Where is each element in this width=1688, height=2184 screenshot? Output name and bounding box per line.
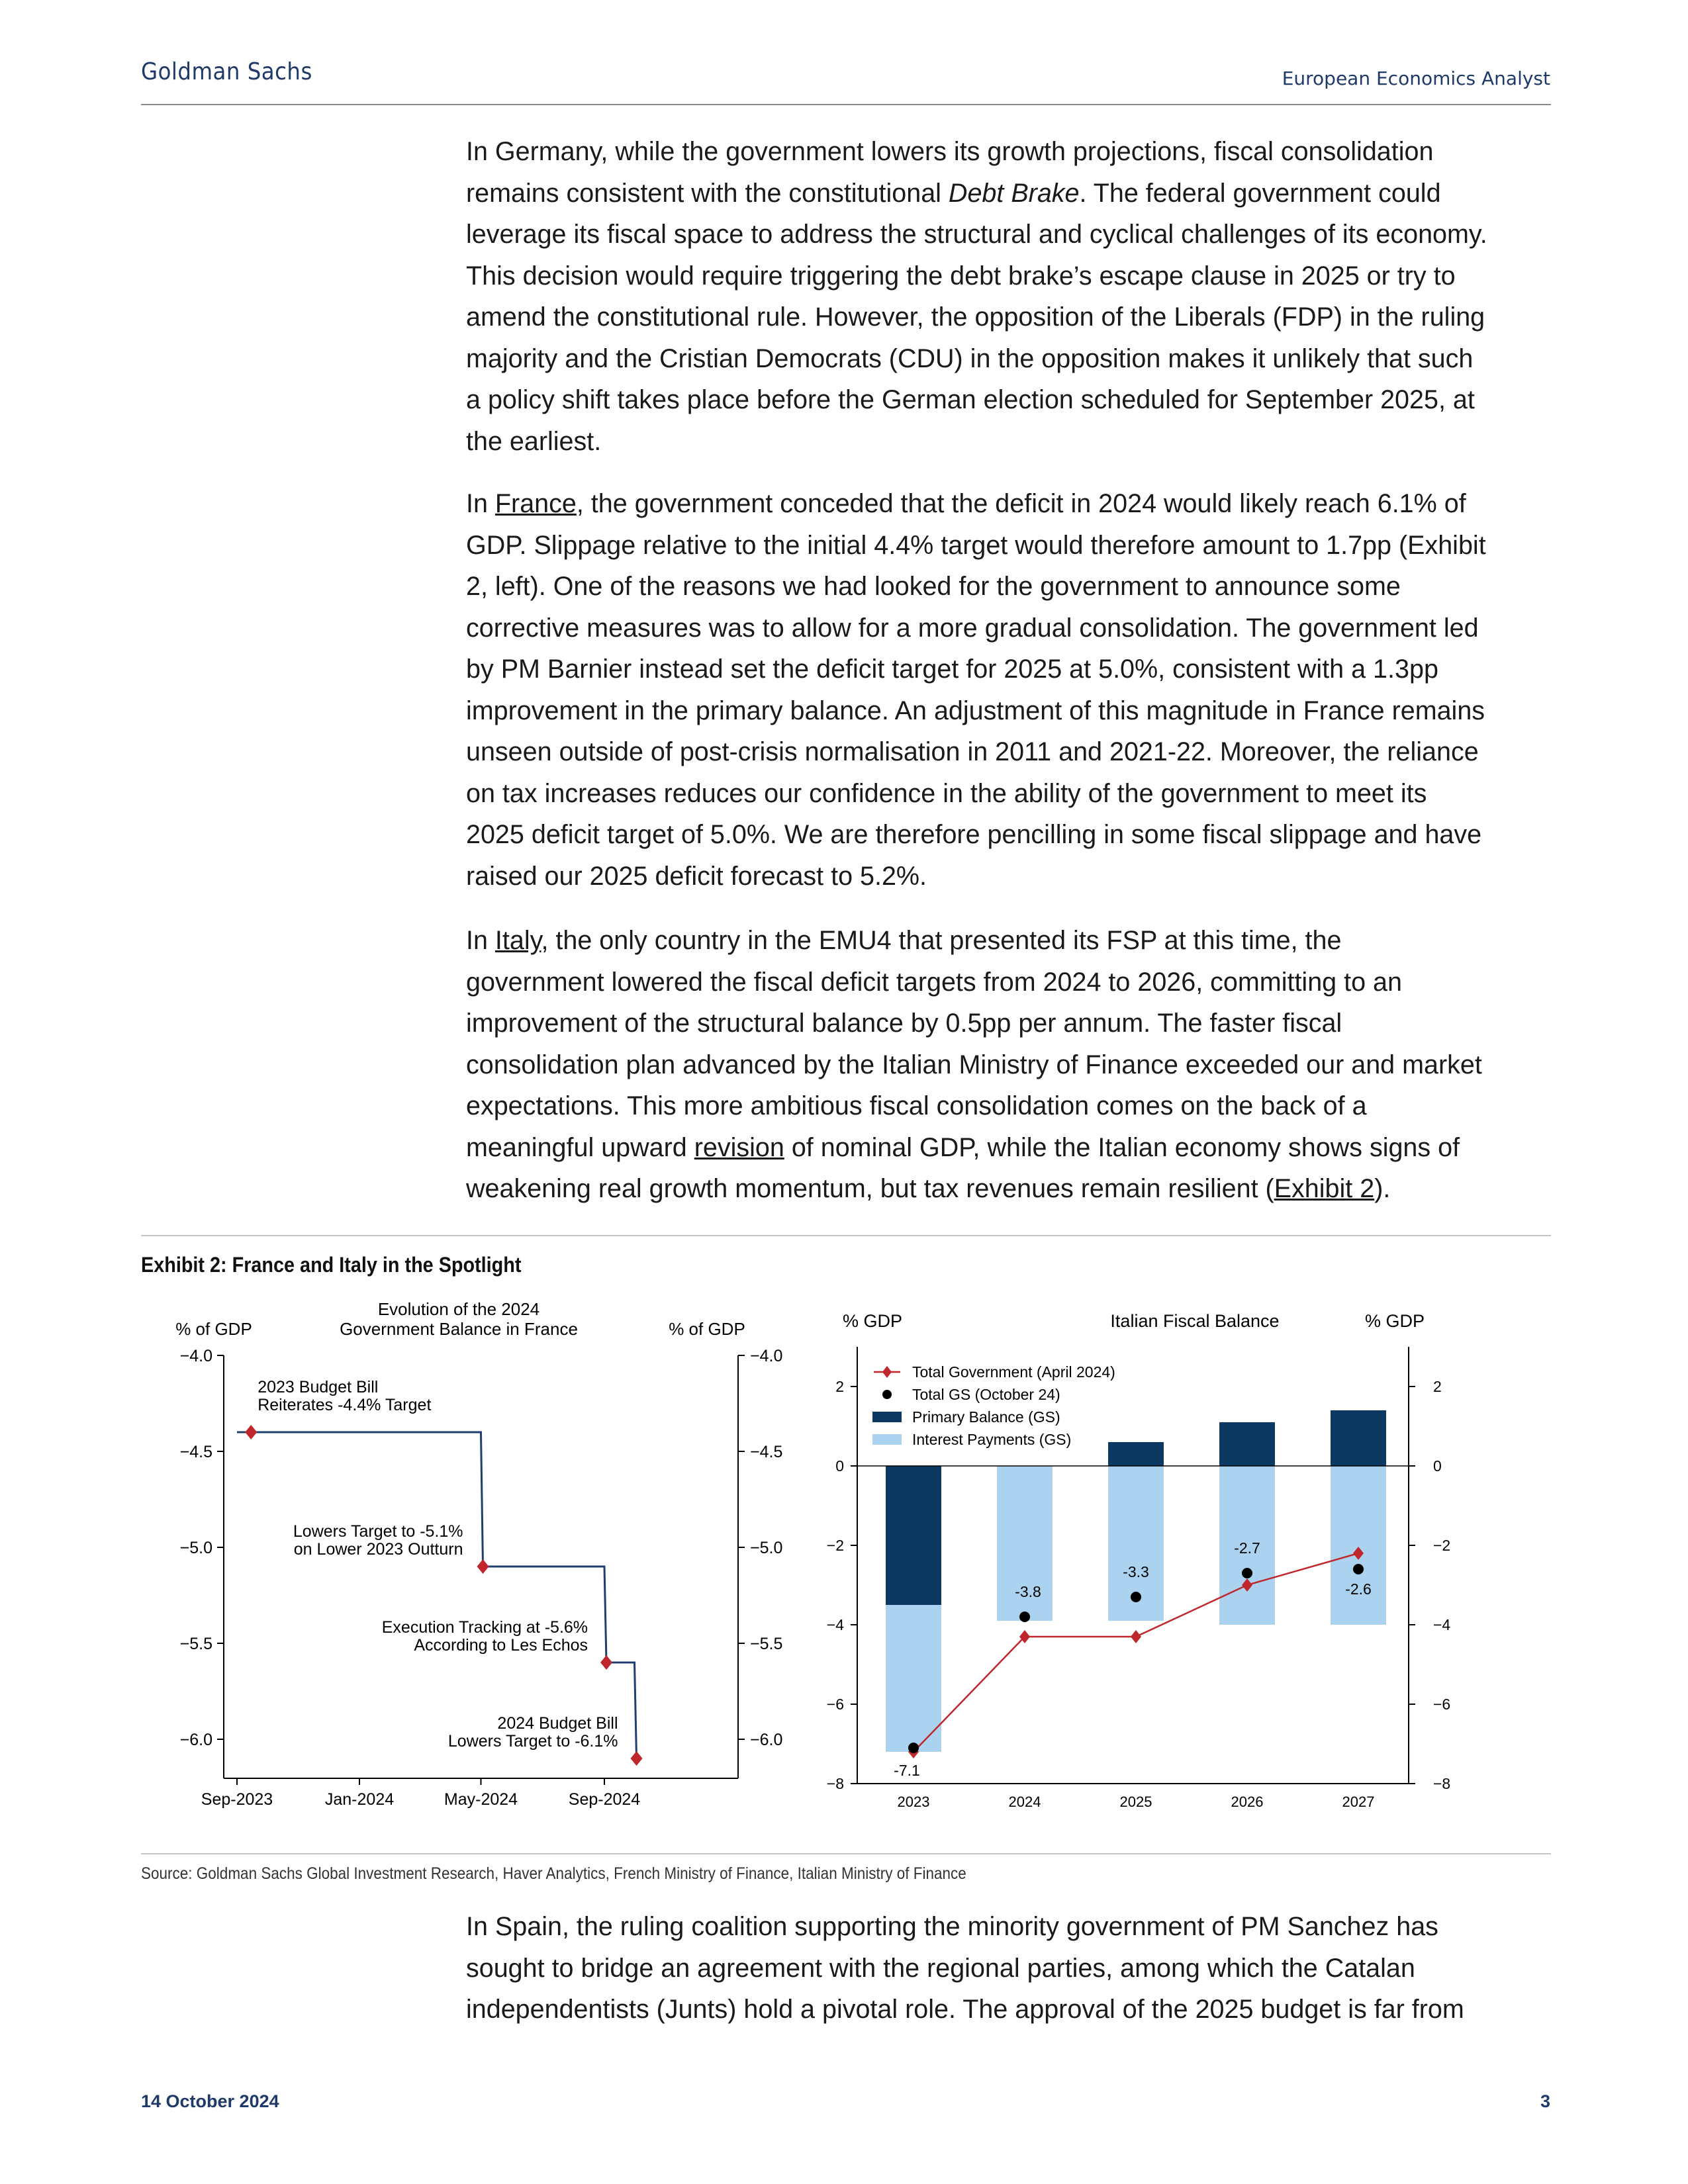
bar-primary-balance bbox=[1219, 1422, 1275, 1466]
annotation-label: on Lower 2023 Outturn bbox=[293, 1540, 463, 1559]
bar-primary-balance bbox=[886, 1466, 941, 1605]
text-span: weakening real growth momentum, but tax revenues remain resilient ( bbox=[466, 1174, 1274, 1203]
y-tick-label-right: −2 bbox=[1433, 1537, 1451, 1554]
x-tick-label: Jan-2024 bbox=[324, 1790, 395, 1809]
y-axis-label-right: % of GDP bbox=[669, 1319, 745, 1339]
text-line: 2, left). One of the reasons we had looked for the government to announce some bbox=[466, 572, 1401, 601]
text-line bbox=[466, 1168, 1558, 1210]
text-line: sought to bridge an agreement with the regional parties, among which the Catalan bbox=[466, 1953, 1415, 1983]
y-axis-label-left: % of GDP bbox=[175, 1319, 252, 1339]
annotation-label: 2023 Budget Bill bbox=[258, 1378, 379, 1396]
diamond-marker bbox=[600, 1655, 612, 1670]
text-line: 2025 deficit target of 5.0%. We are therefore pencilling in some fiscal slippage and have bbox=[466, 820, 1482, 849]
gs-point bbox=[1019, 1612, 1030, 1622]
x-tick-label: 2024 bbox=[1008, 1794, 1041, 1810]
x-tick-label: 2026 bbox=[1231, 1794, 1264, 1810]
text-line: raised our 2025 deficit forecast to 5.2%. bbox=[466, 861, 927, 891]
text-line: In Germany, while the government lowers its growth projections, fiscal consolidation bbox=[466, 137, 1434, 166]
x-tick-label: Sep-2024 bbox=[568, 1790, 641, 1809]
legend-label: Primary Balance (GS) bbox=[912, 1408, 1060, 1426]
y-tick-label-left: −5.5 bbox=[179, 1635, 212, 1653]
y-tick-label-right: −5.5 bbox=[750, 1635, 783, 1653]
chart-france-balance bbox=[141, 1294, 810, 1810]
paragraph-spain bbox=[466, 1906, 1558, 2030]
y-tick-label-right: −6 bbox=[1433, 1696, 1451, 1713]
x-tick-label: 2023 bbox=[897, 1794, 930, 1810]
text-span: In bbox=[466, 489, 495, 518]
y-tick-label-left: −6 bbox=[826, 1696, 844, 1713]
inline-link[interactable]: France bbox=[494, 489, 577, 518]
inline-link[interactable]: Italy bbox=[494, 926, 541, 955]
y-tick-label-left: 0 bbox=[835, 1457, 844, 1475]
exhibit-bottom-divider bbox=[141, 1853, 1551, 1854]
annotation-label: 2024 Budget Bill bbox=[497, 1714, 618, 1733]
brand-logo: Goldman Sachs bbox=[141, 58, 312, 85]
y-tick-label-right: −4 bbox=[1433, 1616, 1451, 1633]
data-label: -2.7 bbox=[1234, 1539, 1260, 1557]
text-line bbox=[466, 483, 1558, 525]
diamond-marker bbox=[245, 1425, 257, 1439]
text-line: This decision would require triggering the debt brake’s escape clause in 2025 or try to bbox=[466, 261, 1456, 291]
text-span: , the only country in the EMU4 that presented its FSP at this time, the bbox=[541, 926, 1342, 955]
legend-label: Total GS (October 24) bbox=[912, 1386, 1060, 1403]
text-line: consolidation plan advanced by the Italian Ministry of Finance exceeded our and market bbox=[466, 1050, 1482, 1079]
text-line: GDP. Slippage relative to the initial 4.4% target would therefore amount to 1.7pp (Exhibit bbox=[466, 530, 1486, 560]
bar-interest-payments bbox=[1331, 1466, 1386, 1625]
paragraph-germany bbox=[466, 131, 1558, 462]
y-tick-label-left: −4 bbox=[826, 1616, 844, 1633]
inline-link[interactable]: Exhibit 2 bbox=[1274, 1174, 1375, 1203]
data-label: -7.1 bbox=[894, 1762, 920, 1779]
y-tick-label-right: −4.0 bbox=[750, 1347, 783, 1365]
chart-title bbox=[340, 1299, 578, 1339]
text-line bbox=[466, 173, 1558, 214]
text-line: expectations. This more ambitious fiscal consolidation comes on the back of a bbox=[466, 1091, 1367, 1120]
chart-italy-balance bbox=[814, 1294, 1552, 1823]
y-tick-label-right: 2 bbox=[1433, 1378, 1442, 1395]
y-axis-label-right: % GDP bbox=[1364, 1311, 1425, 1331]
series-line bbox=[237, 1432, 637, 1758]
text-line: amend the constitutional rule. However, the opposition of the Liberals (FDP) in the ruling bbox=[466, 302, 1485, 332]
chart-title-line: Government Balance in France bbox=[340, 1319, 578, 1339]
x-tick-label: Sep-2023 bbox=[201, 1790, 273, 1809]
text-line: independentists (Junts) hold a pivotal role. The approval of the 2025 budget is far from bbox=[466, 1995, 1464, 2024]
y-tick-label-right: −6.0 bbox=[750, 1731, 783, 1749]
inline-link[interactable]: revision bbox=[694, 1132, 784, 1162]
text-line: improvement in the primary balance. An adjustment of this magnitude in France remains bbox=[466, 696, 1485, 725]
publication-title: European Economics Analyst bbox=[1282, 68, 1550, 89]
data-label: -2.6 bbox=[1345, 1580, 1372, 1598]
y-tick-label-right: −5.0 bbox=[750, 1539, 783, 1557]
y-tick-label-right: −8 bbox=[1433, 1775, 1451, 1792]
y-axis-label-left: % GDP bbox=[842, 1311, 903, 1331]
footer-date: 14 October 2024 bbox=[141, 2091, 279, 2111]
text-line: leverage its fiscal space to address the structural and cyclical challenges of its economy. bbox=[466, 220, 1487, 249]
exhibit-top-divider bbox=[141, 1235, 1551, 1236]
y-tick-label-left: −6.0 bbox=[179, 1731, 212, 1749]
annotation-label: Lowers Target to -6.1% bbox=[447, 1732, 618, 1751]
y-tick-label-left: −4.0 bbox=[179, 1347, 212, 1365]
x-tick-label: 2027 bbox=[1342, 1794, 1375, 1810]
legend-swatch-dot bbox=[882, 1390, 892, 1399]
text-span: In bbox=[466, 926, 495, 955]
gs-point bbox=[908, 1743, 919, 1753]
legend-swatch-interest bbox=[872, 1434, 902, 1445]
text-line: unseen outside of post-crisis normalisation in 2011 and 2021-22. Moreover, the reliance bbox=[466, 737, 1479, 766]
legend bbox=[872, 1363, 1115, 1448]
legend-label: Interest Payments (GS) bbox=[912, 1431, 1072, 1448]
text-span: ). bbox=[1374, 1174, 1391, 1203]
text-line: a policy shift takes place before the German election scheduled for September 2025, at bbox=[466, 385, 1475, 414]
chart-title-line: Evolution of the 2024 bbox=[377, 1299, 540, 1319]
text-span: , the government conceded that the deficit in 2024 would likely reach 6.1% of bbox=[576, 489, 1466, 518]
text-line bbox=[466, 1127, 1558, 1169]
paragraph-france bbox=[466, 483, 1558, 897]
legend-label: Total Government (April 2024) bbox=[912, 1363, 1115, 1381]
text-span: of nominal GDP, while the Italian economy shows signs of bbox=[784, 1132, 1460, 1162]
x-tick-label: 2025 bbox=[1119, 1794, 1152, 1810]
exhibit-title: Exhibit 2: France and Italy in the Spotlight bbox=[141, 1253, 522, 1277]
diamond-marker bbox=[477, 1559, 489, 1574]
text-line: on tax increases reduces our confidence in the ability of the government to meet its bbox=[466, 778, 1427, 808]
paragraph-italy bbox=[466, 920, 1558, 1210]
text-span: meaningful upward bbox=[466, 1132, 694, 1162]
gs-point bbox=[1353, 1564, 1364, 1574]
y-tick-label-right: −4.5 bbox=[750, 1443, 783, 1461]
x-tick-label: May-2024 bbox=[444, 1790, 518, 1809]
y-tick-label-right: 0 bbox=[1433, 1457, 1442, 1475]
text-span: . The federal government could bbox=[1079, 178, 1441, 208]
text-line: corrective measures was to allow for a more gradual consolidation. The government led bbox=[466, 613, 1479, 643]
annotation-label: According to Les Echos bbox=[414, 1636, 588, 1655]
text-line: the earliest. bbox=[466, 426, 602, 456]
gs-point bbox=[1131, 1592, 1141, 1602]
y-tick-label-left: −5.0 bbox=[179, 1539, 212, 1557]
legend-swatch-diamond bbox=[882, 1366, 892, 1378]
y-tick-label-left: −4.5 bbox=[179, 1443, 212, 1461]
text-line: In Spain, the ruling coalition supporting the minority government of PM Sanchez has bbox=[466, 1912, 1438, 1941]
bar-interest-payments bbox=[886, 1605, 941, 1752]
annotation-label: Execution Tracking at -5.6% bbox=[381, 1618, 588, 1637]
text-span: remains consistent with the constitutional bbox=[466, 178, 949, 208]
annotation-label: Reiterates -4.4% Target bbox=[258, 1396, 432, 1414]
text-line bbox=[466, 920, 1558, 962]
diamond-marker bbox=[631, 1751, 643, 1766]
bar-primary-balance bbox=[1331, 1410, 1386, 1466]
text-line: by PM Barnier instead set the deficit target for 2025 at 5.0%, consistent with a 1.3pp bbox=[466, 655, 1438, 684]
page-number: 3 bbox=[1540, 2091, 1550, 2111]
data-label: -3.8 bbox=[1015, 1583, 1041, 1600]
legend-swatch-primary bbox=[872, 1412, 902, 1422]
y-tick-label-left: 2 bbox=[835, 1378, 844, 1395]
data-label: -3.3 bbox=[1123, 1563, 1149, 1580]
annotation-label: Lowers Target to -5.1% bbox=[293, 1522, 463, 1541]
text-line: majority and the Cristian Democrats (CDU) in the opposition makes it unlikely that such bbox=[466, 343, 1474, 373]
chart-title: Italian Fiscal Balance bbox=[1110, 1311, 1280, 1331]
bar-primary-balance bbox=[1108, 1442, 1164, 1466]
text-line: improvement of the structural balance by 0.5pp per annum. The faster fiscal bbox=[466, 1009, 1342, 1038]
exhibit-source: Source: Goldman Sachs Global Investment Research, Haver Analytics, French Ministry of Finance, Italian Ministry of Finance bbox=[141, 1864, 966, 1883]
header-divider bbox=[141, 104, 1551, 105]
text-line: government lowered the fiscal deficit targets from 2024 to 2026, committing to an bbox=[466, 967, 1402, 997]
y-tick-label-left: −2 bbox=[826, 1537, 844, 1554]
diamond-marker bbox=[1131, 1630, 1141, 1643]
y-tick-label-left: −8 bbox=[826, 1775, 844, 1792]
emphasis-text: Debt Brake bbox=[948, 178, 1080, 208]
gs-point bbox=[1242, 1568, 1252, 1578]
